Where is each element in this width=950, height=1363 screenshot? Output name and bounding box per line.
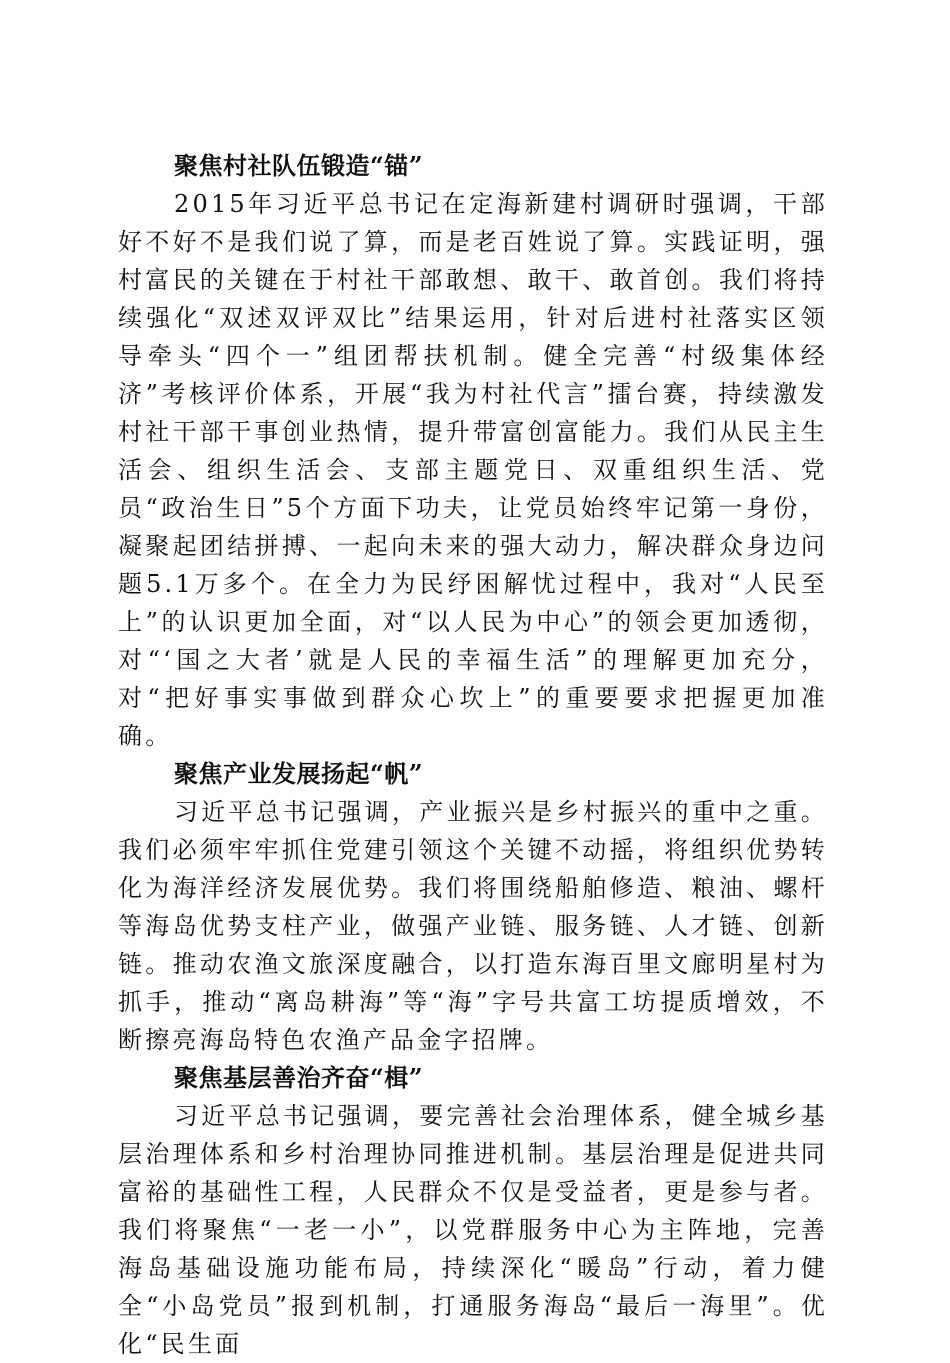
section-oar — [118, 1059, 828, 1363]
section-paragraph: 习近平总书记强调，要完善社会治理体系，健全城乡基层治理体系和乡村治理协同推进机制。基层治理是促进共同富裕的基础性工程，人民群众不仅是受益者，更是参与者。我们将聚焦“一老一小”，以党群服务中心为主阵地，完善海岛基础设施功能布局，持续深化“暖岛”行动，着力健全“小岛党员”报到机制，打通服务海岛“最后一海里”。优化“民生面 — [118, 1102, 828, 1358]
document-page — [118, 147, 828, 1363]
section-heading: 聚焦产业发展扬起“帆” — [174, 759, 424, 788]
section-anchor — [118, 147, 828, 755]
section-heading: 聚焦基层善治齐奋“楫” — [174, 1063, 424, 1092]
section-paragraph: 习近平总书记强调，产业振兴是乡村振兴的重中之重。我们必须牢牢抓住党建引领这个关键不动摇，将组织优势转化为海洋经济发展优势。我们将围绕船舶修造、粮油、螺杆等海岛优势支柱产业，做强产业链、服务链、人才链、创新链。推动农渔文旅深度融合，以打造东海百里文廊明星村为抓手，推动“离岛耕海”等“海”字号共富工坊提质增效，不断擦亮海岛特色农渔产品金字招牌。 — [118, 798, 828, 1054]
section-sail — [118, 755, 828, 1059]
section-heading: 聚焦村社队伍锻造“锚” — [174, 151, 424, 180]
section-paragraph: 2015年习近平总书记在定海新建村调研时强调，干部好不好不是我们说了算，而是老百姓说了算。实践证明，强村富民的关键在于村社干部敢想、敢干、敢首创。我们将持续强化“双述双评双比”结果运用，针对后进村社落实区领导牵头“四个一”组团帮扶机制。健全完善“村级集体经济”考核评价体系，开展“我为村社代言”擂台赛，持续激发村社干部干事创业热情，提升带富创富能力。我们从民主生活会、组织生活会、支部主题党日、双重组织生活、党员“政治生日”5个方面下功夫，让党员始终牢记第一身份，凝聚起团结拼搏、一起向未来的强大动力，解决群众身边问题5.1万多个。在全力为民纾困解忧过程中，我对“人民至上”的认识更加全面，对“以人民为中心”的领会更加透彻，对“‘国之大者’就是人民的幸福生活”的理解更加充分，对“把好事实事做到群众心坎上”的重要要求把握更加准确。 — [118, 190, 828, 750]
